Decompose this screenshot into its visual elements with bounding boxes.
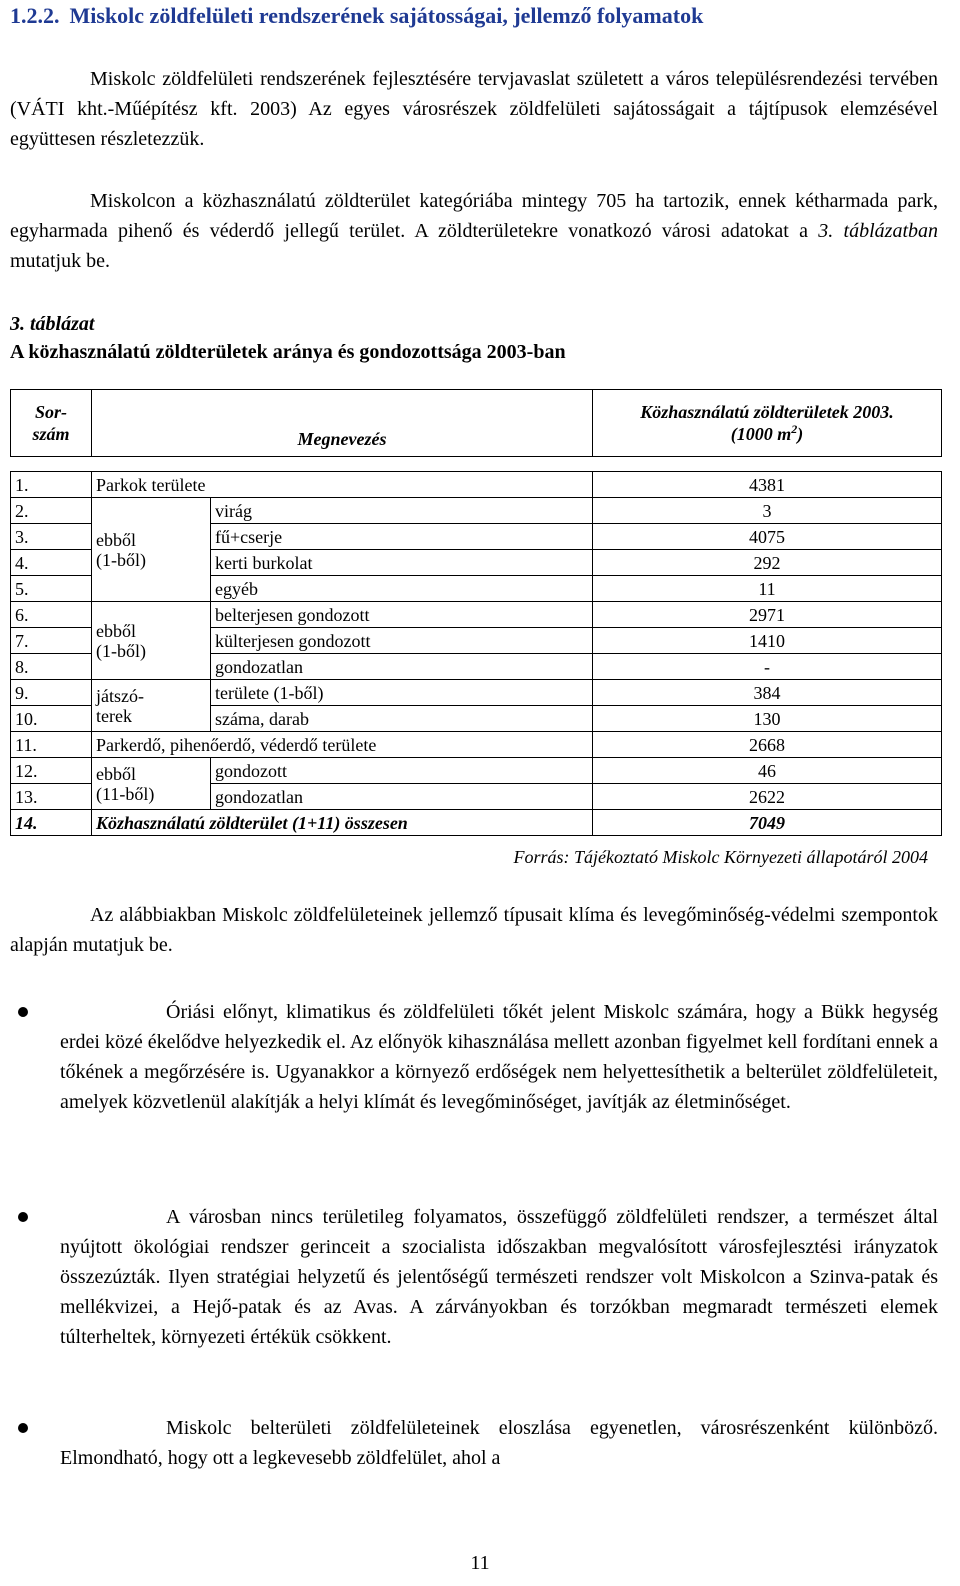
page-number: 11 bbox=[470, 1552, 490, 1574]
row-label: virág bbox=[211, 498, 593, 524]
row-number: 4. bbox=[11, 550, 92, 576]
row-value: 2622 bbox=[593, 784, 942, 810]
row-number: 7. bbox=[11, 628, 92, 654]
table-row bbox=[11, 472, 942, 498]
row-value: 2668 bbox=[593, 732, 942, 758]
paragraph-text-end: mutatjuk be. bbox=[10, 250, 110, 272]
row-value: 2971 bbox=[593, 602, 942, 628]
row-value: - bbox=[593, 654, 942, 680]
bullet-item bbox=[60, 1202, 938, 1352]
row-number: 3. bbox=[11, 524, 92, 550]
bullet-item bbox=[60, 1413, 938, 1473]
row-label: Parkok területe bbox=[92, 472, 593, 498]
row-label: fű+cserje bbox=[211, 524, 593, 550]
paragraph-green-areas bbox=[10, 186, 938, 276]
table-reference: 3. táblázatban bbox=[818, 220, 939, 242]
table-header-row bbox=[11, 390, 942, 457]
table-title: A közhasználatú zöldterületek aránya és gondozottsága 2003-ban bbox=[10, 341, 566, 363]
row-label: gondozatlan bbox=[211, 654, 593, 680]
header-sorszam-line1: Sor- bbox=[34, 402, 67, 422]
table-row bbox=[11, 602, 942, 628]
row-label: száma, darab bbox=[211, 706, 593, 732]
row-label: belterjesen gondozott bbox=[211, 602, 593, 628]
row-value: 384 bbox=[593, 680, 942, 706]
header-megnevezes bbox=[92, 390, 593, 457]
header-value-sup: 2 bbox=[791, 422, 798, 436]
header-megnevezes-text: Megnevezés bbox=[297, 429, 387, 449]
bullet-text: Óriási előnyt, klimatikus és zöldfelületi tőkét jelent Miskolc számára, hogy a Bükk hegység erdei közé ékelődve helyezkedik el. Az előnyök kihasználása mellett azonban figyelmet kell fordítani ennek a tőkének a megőrzésére is. Ugyanakkor a környező erdőségek nem helyettesíthetik a belterület zöldfelületeit, amelyek közvetlenül alakítják a helyi klímát és levegőminőséget, javítják az életminőséget. bbox=[60, 1001, 938, 1113]
row-number: 5. bbox=[11, 576, 92, 602]
bullet-icon bbox=[18, 1212, 28, 1222]
header-value bbox=[593, 390, 942, 457]
section-heading bbox=[10, 2, 950, 30]
row-value: 3 bbox=[593, 498, 942, 524]
table-source: Forrás: Tájékoztató Miskolc Környezeti állapotáról 2004 bbox=[513, 847, 928, 867]
row-number: 14. bbox=[11, 810, 92, 836]
row-value: 4381 bbox=[593, 472, 942, 498]
group-label bbox=[92, 680, 211, 732]
group-label-line2: terek bbox=[96, 705, 132, 726]
group-label-line2: (1-ből) bbox=[96, 640, 146, 661]
table-total-row bbox=[11, 810, 942, 836]
table-row bbox=[11, 758, 942, 784]
green-area-table bbox=[10, 389, 942, 836]
row-value: 292 bbox=[593, 550, 942, 576]
group-label-line1: játszó- bbox=[96, 685, 144, 706]
row-value: 7049 bbox=[593, 810, 942, 836]
header-value-line1: Közhasználatú zöldterületek 2003. bbox=[640, 402, 894, 422]
row-number: 11. bbox=[11, 732, 92, 758]
row-label: külterjesen gondozott bbox=[211, 628, 593, 654]
row-label: Közhasználatú zöldterület (1+11) összesen bbox=[92, 810, 593, 836]
section-number: 1.2.2. bbox=[10, 3, 60, 28]
row-label: egyéb bbox=[211, 576, 593, 602]
row-number: 2. bbox=[11, 498, 92, 524]
row-label: területe (1-ből) bbox=[211, 680, 593, 706]
row-label: kerti burkolat bbox=[211, 550, 593, 576]
paragraph-text-start: Miskolcon a közhasználatú zöldterület kategóriába mintegy 705 ha tartozik, ennek kétharmada park, egyharmada pihenő és véderdő jellegű terület. A zöldterületekre vonatkozó városi adatokat a bbox=[10, 190, 938, 242]
bullet-text: Miskolc belterületi zöldfelületeinek eloszlása egyenetlen, városrészenként különböző. Elmondható, hogy ott a legkevesebb zöldfelület, ahol a bbox=[60, 1417, 938, 1469]
row-label: gondozott bbox=[211, 758, 593, 784]
table-caption bbox=[10, 310, 938, 366]
group-label-line1: ebből bbox=[96, 763, 136, 784]
row-number: 1. bbox=[11, 472, 92, 498]
spacer-cell bbox=[11, 457, 942, 472]
row-number: 8. bbox=[11, 654, 92, 680]
group-label bbox=[92, 602, 211, 680]
group-label-line2: (1-ből) bbox=[96, 549, 146, 570]
group-label-line2: (11-ből) bbox=[96, 783, 155, 804]
table-row bbox=[11, 680, 942, 706]
paragraph-intro: Miskolc zöldfelületi rendszerének fejlesztésére tervjavaslat született a város településrendezési tervében (VÁTI kht.-Műépítész kft. 2003) Az egyes városrészek zöldfelületi sajátosságait a tájtípusok elemzésével együttesen részletezzük. bbox=[10, 68, 938, 150]
bullet-text: A városban nincs területileg folyamatos, összefüggő zöldfelületi rendszer, a természet által nyújtott ökológiai rendszer gerinceit a szocialista időszakban megvalósított városfejlesztési irányzatok összezúzták. Ilyen stratégiai helyzetű és jelentőségű természeti rendszer volt Miskolcon a Szinva-patak és mellékvizei, a Hejő-patak és az Avas. A zárványokban és torzókban megmaradt természeti elemek túlterheltek, környezeti értékük csökkent. bbox=[60, 1206, 938, 1348]
group-label-line1: ebből bbox=[96, 620, 136, 641]
row-value: 11 bbox=[593, 576, 942, 602]
section-title: Miskolc zöldfelületi rendszerének sajátosságai, jellemző folyamatok bbox=[69, 3, 704, 28]
row-label: gondozatlan bbox=[211, 784, 593, 810]
paragraph-types: Az alábbiakban Miskolc zöldfelületeinek jellemző típusait klíma és levegőminőség-védelmi szempontok alapján mutatjuk be. bbox=[10, 904, 938, 956]
header-sorszam-line2: szám bbox=[32, 424, 70, 444]
table-label: 3. táblázat bbox=[10, 313, 95, 335]
row-number: 12. bbox=[11, 758, 92, 784]
row-value: 130 bbox=[593, 706, 942, 732]
group-label bbox=[92, 498, 211, 602]
row-number: 13. bbox=[11, 784, 92, 810]
row-value: 4075 bbox=[593, 524, 942, 550]
header-sorszam bbox=[11, 390, 92, 457]
row-value: 1410 bbox=[593, 628, 942, 654]
table-row bbox=[11, 498, 942, 524]
group-label bbox=[92, 758, 211, 810]
row-number: 6. bbox=[11, 602, 92, 628]
bullet-icon bbox=[18, 1423, 28, 1433]
row-label: Parkerdő, pihenőerdő, véderdő területe bbox=[92, 732, 593, 758]
header-value-close: ) bbox=[797, 424, 804, 444]
table-spacer bbox=[11, 457, 942, 472]
bullet-item bbox=[60, 997, 938, 1117]
row-number: 10. bbox=[11, 706, 92, 732]
row-value: 46 bbox=[593, 758, 942, 784]
header-value-unit: (1000 m bbox=[730, 424, 792, 444]
group-label-line1: ebből bbox=[96, 529, 136, 550]
table-row bbox=[11, 732, 942, 758]
row-number: 9. bbox=[11, 680, 92, 706]
bullet-icon bbox=[18, 1007, 28, 1017]
